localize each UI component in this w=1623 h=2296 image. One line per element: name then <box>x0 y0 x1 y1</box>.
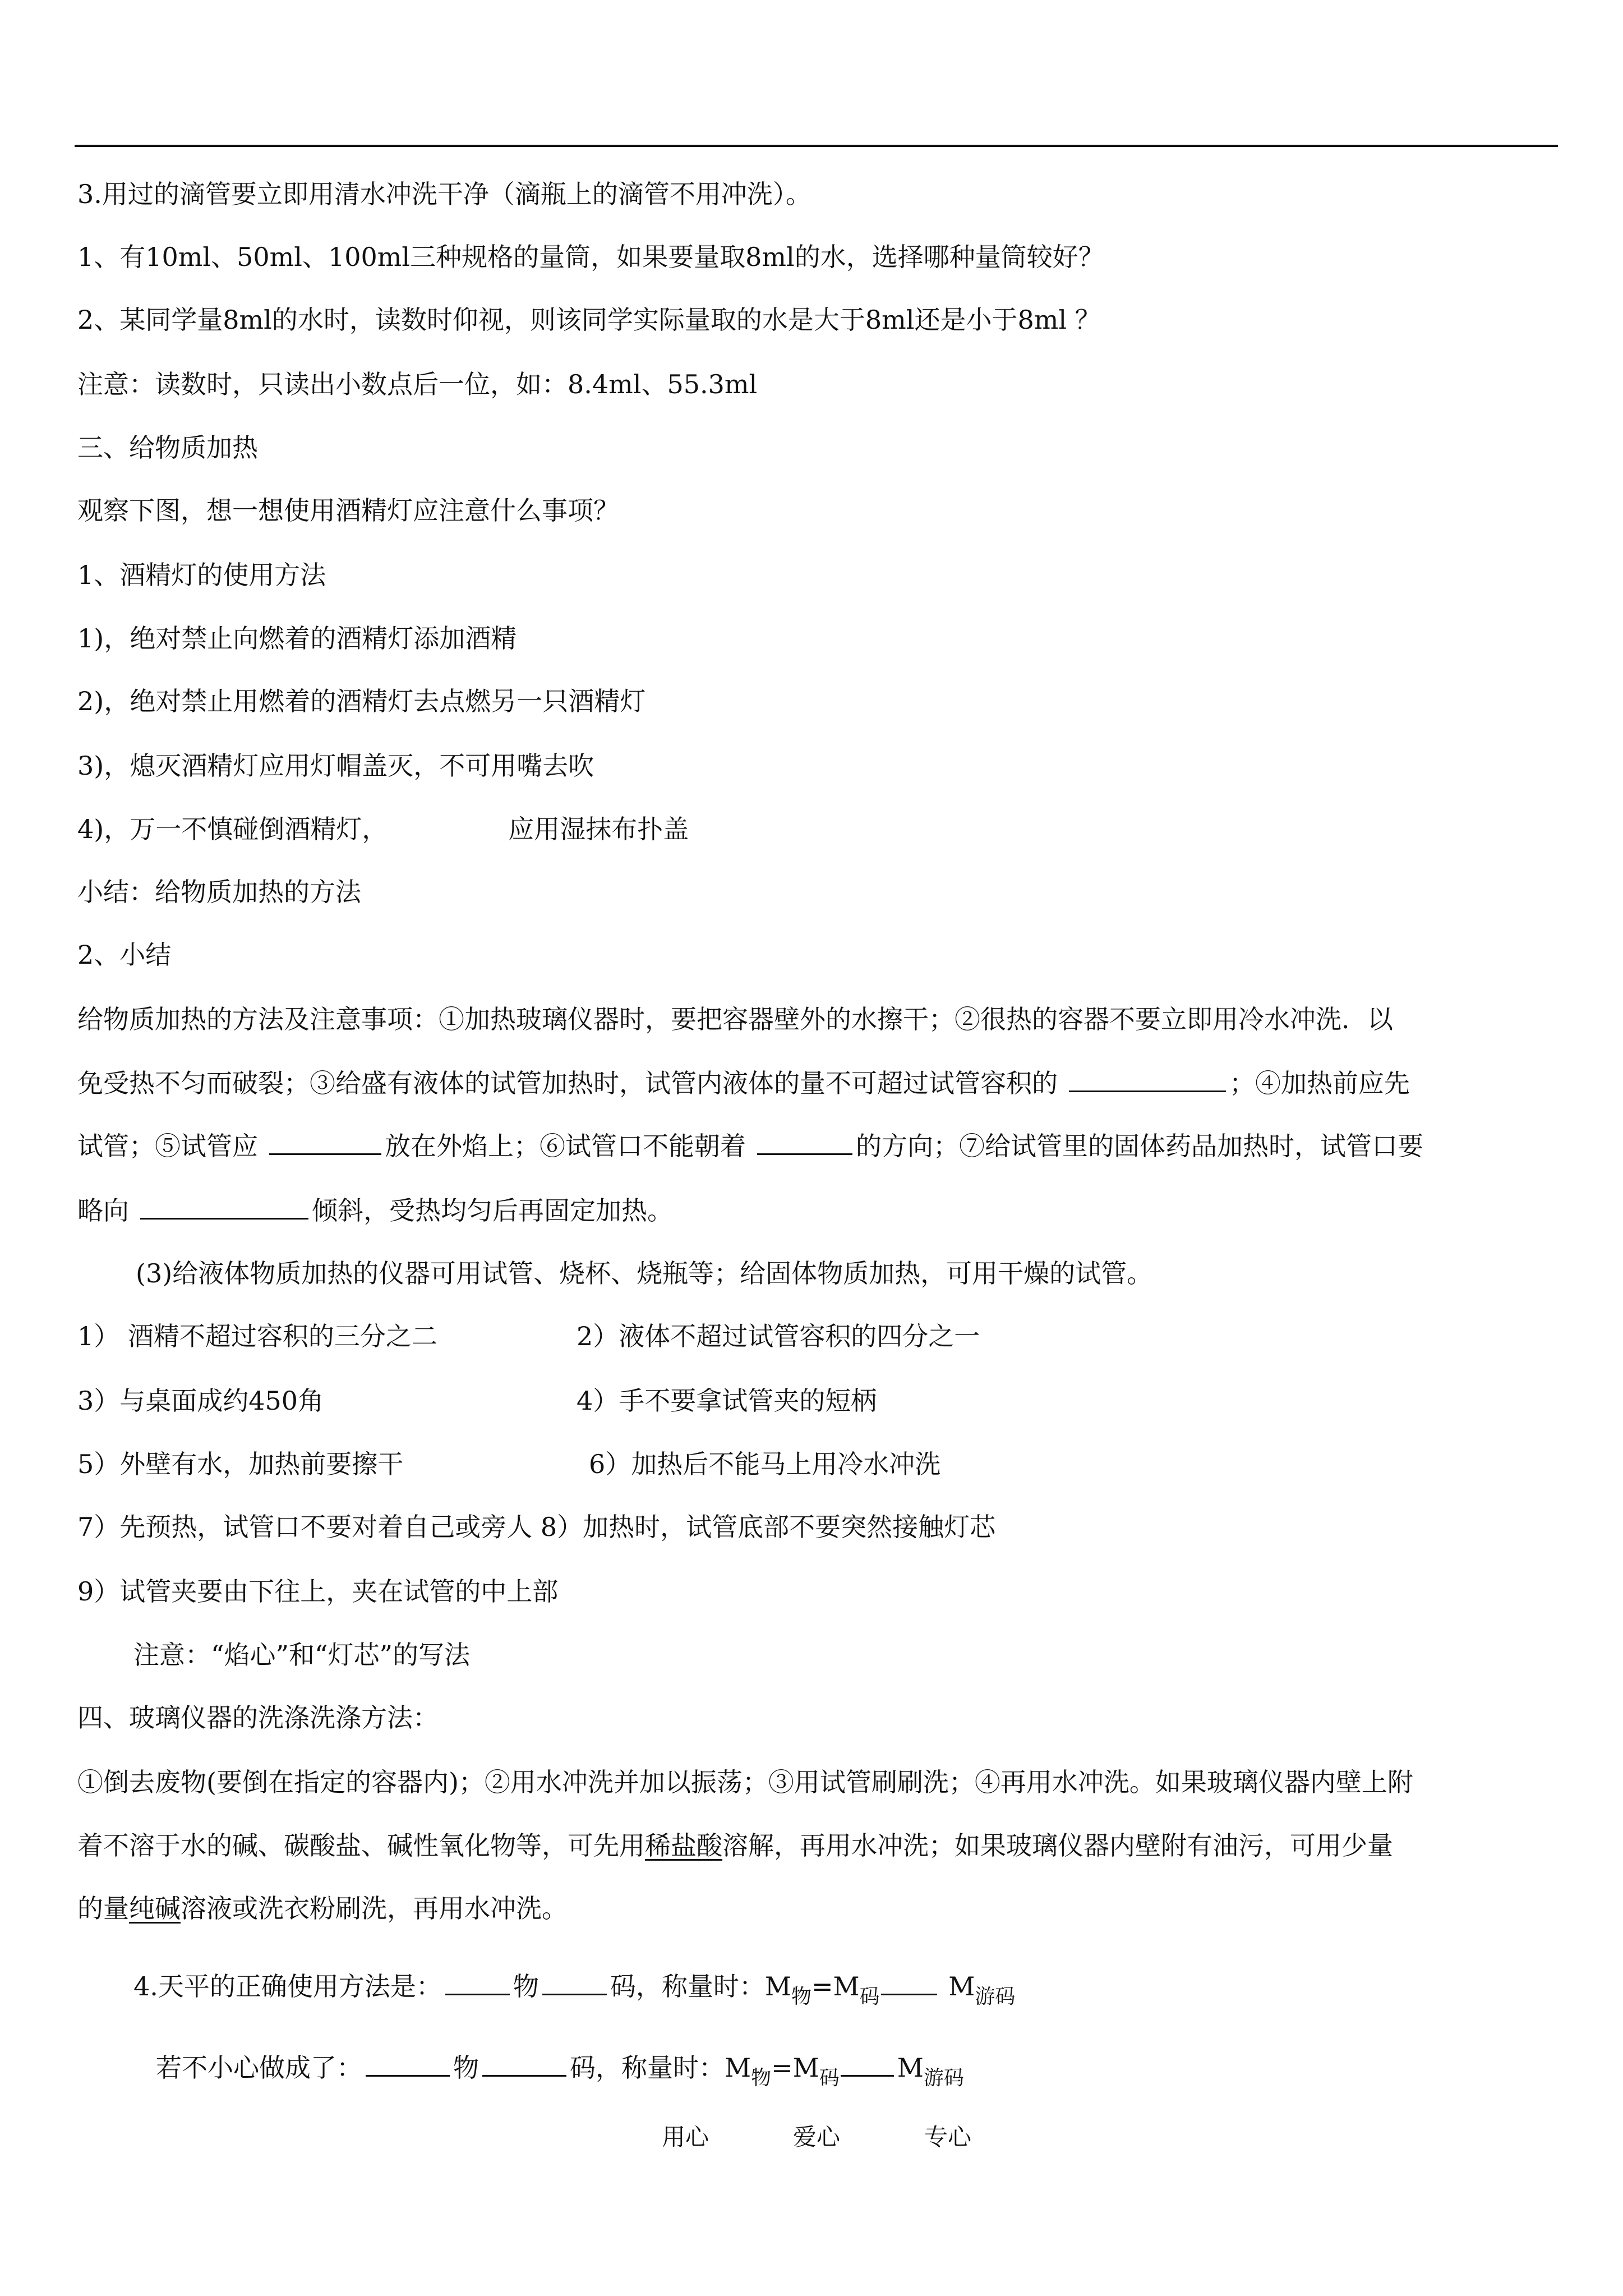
list-item-pair: 5）外壁有水，加热前要擦干 <box>77 1449 404 1479</box>
fill-blank <box>841 2050 894 2077</box>
list-item-pair: 7）先预热，试管口不要对着自己或旁人 8）加热时，试管底部不要突然接触灯芯 <box>77 1512 996 1542</box>
subsection-heading: 2、小结 <box>77 940 172 970</box>
fill-blank <box>269 1129 381 1155</box>
list-item-pair: 3）与桌面成约450角 <box>77 1386 324 1416</box>
text-line: 小结：给物质加热的方法 <box>77 877 361 907</box>
list-item-pair: 2）液体不超过试管容积的四分之一 <box>577 1321 980 1351</box>
footer-text: 专心 <box>924 2123 972 2151</box>
note-reading: 注意：读数时，只读出小数点后一位，如：8.4ml、55.3ml <box>77 369 758 399</box>
paragraph-line: 略向 倾斜，受热均匀后再固定加热。 <box>77 1193 673 1227</box>
fill-blank <box>881 1969 937 1995</box>
fill-blank <box>366 2050 450 2077</box>
fill-blank <box>1069 1066 1226 1092</box>
fill-blank <box>482 2050 566 2077</box>
text-line: 3.用过的滴管要立即用清水冲洗干净（滴瓶上的滴管不用冲洗）。 <box>77 179 811 209</box>
fill-blank <box>757 1129 852 1155</box>
balance-question: 若不小心做成了： 物 码，称量时：$M_物=M_码$ $M_{游码}$ <box>156 2050 964 2087</box>
underlined-term: 稀盐酸 <box>645 1830 722 1861</box>
list-item: 1)，绝对禁止向燃着的酒精灯添加酒精 <box>77 623 517 654</box>
question-1: 1、有10ml、50ml、100ml三种规格的量筒，如果要量取8ml的水，选择哪种量筒较好？ <box>77 242 1104 272</box>
text-line: 观察下图，想一想使用酒精灯应注意什么事项？ <box>77 495 619 526</box>
paragraph-line: 给物质加热的方法及注意事项：①加热玻璃仪器时，要把容器壁外的水擦干；②很热的容器不要立即用冷水冲洗．以 <box>77 1004 1393 1034</box>
header-rule <box>75 145 1558 147</box>
paragraph-line: 免受热不匀而破裂；③给盛有液体的试管加热时，试管内液体的量不可超过试管容积的 ；④加热前应先 <box>77 1066 1410 1100</box>
question-2: 2、某同学量8ml的水时，读数时仰视，则该同学实际量取的水是大于8ml还是小于8ml ？ <box>77 305 1101 335</box>
list-item: 4)，万一不慎碰倒酒精灯， 应用湿抹布扑盖 <box>77 814 689 844</box>
section-heading-heating: 三、给物质加热 <box>77 432 258 463</box>
fill-blank <box>140 1193 308 1220</box>
fill-blank <box>542 1969 607 1995</box>
list-item-pair: 4）手不要拿试管夹的短柄 <box>577 1386 877 1416</box>
list-item-pair: 1） 酒精不超过容积的三分之二 <box>77 1321 437 1351</box>
text-line: (3)给液体物质加热的仪器可用试管、烧杯、烧瓶等；给固体物质加热，可用干燥的试管。 <box>136 1258 1153 1289</box>
note-writing: 注意：“焰心”和“灯芯”的写法 <box>133 1640 471 1670</box>
list-item: 3)，熄灭酒精灯应用灯帽盖灭，不可用嘴去吹 <box>77 751 594 781</box>
fill-blank <box>445 1969 510 1995</box>
footer-text: 用心 <box>662 2123 709 2151</box>
paragraph-line: ①倒去废物(要倒在指定的容器内)；②用水冲洗并加以振荡；③用试管刷刷洗；④再用水冲洗。如果玻璃仪器内壁上附 <box>77 1767 1413 1797</box>
footer-text: 爱心 <box>793 2123 841 2151</box>
section-heading-washing: 四、玻璃仪器的洗涤洗涤方法： <box>77 1703 439 1733</box>
paragraph-line: 的量纯碱溶液或洗衣粉刷洗，再用水冲洗。 <box>77 1893 568 1924</box>
paragraph-line: 试管；⑤试管应 放在外焰上；⑥试管口不能朝着 的方向；⑦给试管里的固体药品加热时，试管口要 <box>77 1129 1423 1163</box>
list-item-pair: 6）加热后不能马上用冷水冲洗 <box>589 1449 941 1479</box>
balance-question: 4.天平的正确使用方法是： 物 码，称量时：$M_物=M_码$ $M_{游码}$ <box>133 1969 1015 2006</box>
list-item: 9）试管夹要由下往上，夹在试管的中上部 <box>77 1576 559 1607</box>
subsection-heading: 1、酒精灯的使用方法 <box>77 560 326 590</box>
page-footer <box>662 2122 971 2153</box>
underlined-term: 纯碱 <box>129 1893 181 1924</box>
list-item: 2)，绝对禁止用燃着的酒精灯去点燃另一只酒精灯 <box>77 686 646 716</box>
paragraph-line: 着不溶于水的碱、碳酸盐、碱性氧化物等，可先用稀盐酸溶解，再用水冲洗；如果玻璃仪器内壁附有油污，可用少量 <box>77 1830 1393 1861</box>
